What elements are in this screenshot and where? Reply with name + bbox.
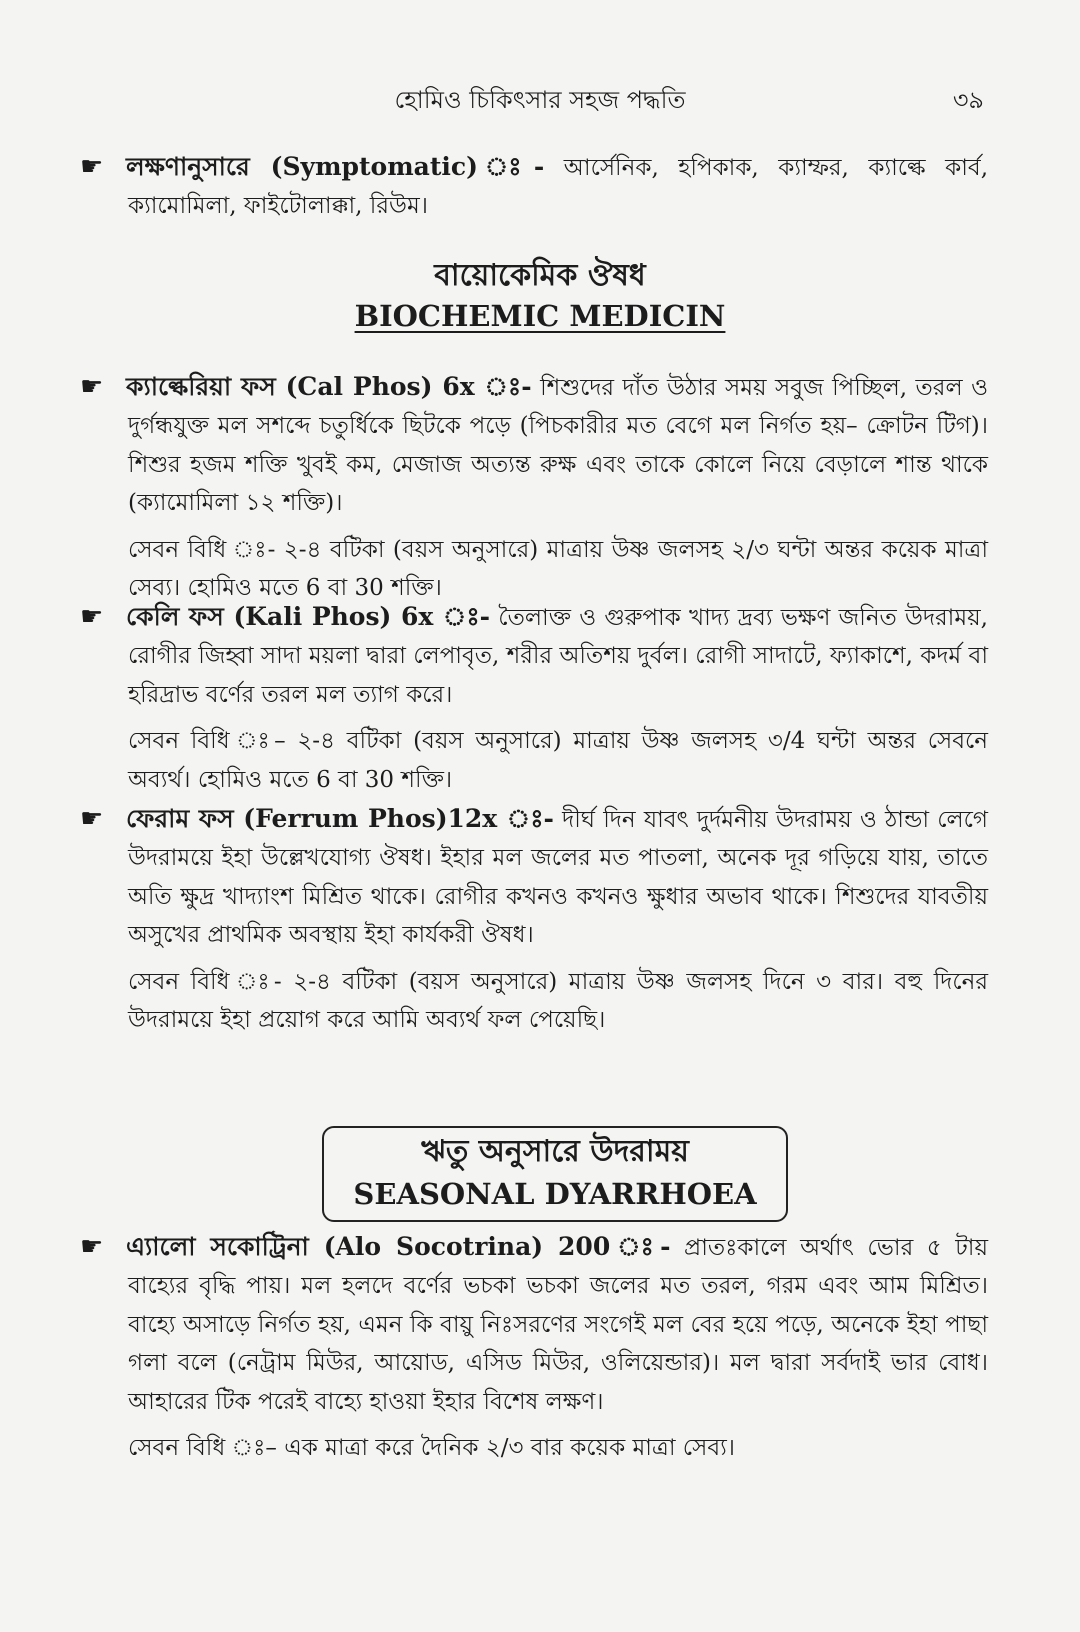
dosage-text: সেবন বিধি ঃ- ২-৪ বটিকা (বয়স অনুসারে) মাত্রায় উষ্ণ জলসহ দিনে ৩ বার। বহু দিনের উদরাময়ে ইহা প্রয়োগ করে আমি অব্যর্থ ফল পেয়েছি। [128, 968, 988, 1034]
pointing-hand-icon: ☛ [80, 372, 104, 402]
section-title-english: SEASONAL DYARRHOEA [353, 1177, 757, 1211]
pointing-hand-icon: ☛ [80, 1232, 104, 1262]
running-head: হোমিও চিকিৎসার সহজ পদ্ধতি [394, 86, 686, 114]
remedy-text: আর্সেনিক, হপিকাক, ক্যাম্ফর, ক্যাল্কে কার্ব, ক্যামোমিলা, ফাইটোলাক্কা, রিউম। [128, 155, 989, 220]
biochemic-heading [0, 256, 1080, 336]
remedy-title: ফেরাম ফস (Ferrum Phos)12x ঃ- [126, 804, 554, 833]
pointing-hand-icon: ☛ [80, 602, 104, 632]
remedy-title: এ্যালো সকোট্রিনা (Alo Socotrina) 200 ঃ- [126, 1232, 671, 1261]
symptomatic-entry [80, 148, 988, 226]
pointing-hand-icon: ☛ [80, 152, 104, 182]
remedy-text: তৈলাক্ত ও গুরুপাক খাদ্য দ্রব্য ভক্ষণ জনিত উদরাময়, রোগীর জিহ্বা সাদা ময়লা দ্বারা লেপাবৃত, শরীর অতিশয় দুর্বল। রোগী সাদাটে, ফ্যাকাশে, কদর্ম বা হরিদ্রাভ বর্ণের তরল মল ত্যাগ করে। [128, 605, 988, 708]
dosage-text: সেবন বিধি ঃ- ২-৪ বটিকা (বয়স অনুসারে) মাত্রায় উষ্ণ জলসহ ২/৩ ঘন্টা অন্তর কয়েক মাত্রা সেব্য। হোমিও মতে 6 বা 30 শক্তি। [128, 536, 988, 602]
section-title-english: BIOCHEMIC MEDICIN [354, 299, 726, 333]
kali-phos-entry [80, 598, 988, 799]
remedy-title: কেলি ফস (Kali Phos) 6x ঃ- [126, 602, 491, 631]
remedy-title: লক্ষণানুসারে (Symptomatic) ঃ- [126, 152, 545, 181]
alo-socotrina-entry [80, 1228, 988, 1467]
dosage-text: সেবন বিধি ঃ– এক মাত্রা করে দৈনিক ২/৩ বার কয়েক মাত্রা সেব্য। [128, 1435, 736, 1462]
pointing-hand-icon: ☛ [80, 804, 104, 834]
section-title-bengali: বায়োকেমিক ঔষধ [434, 258, 646, 293]
dosage-text: সেবন বিধি ঃ– ২-৪ বটিকা (বয়স অনুসারে) মাত্রায় উষ্ণ জলসহ ৩/4 ঘন্টা অন্তর সেবনে অব্যর্থ। হোমিও মতে 6 বা 30 শক্তি। [128, 728, 988, 793]
remedy-title: ক্যাল্কেরিয়া ফস (Cal Phos) 6x ঃ- [126, 372, 532, 401]
ferrum-phos-entry [80, 800, 988, 1039]
seasonal-heading-box [322, 1126, 788, 1222]
remedy-text: প্রাতঃকালে অর্থাৎ ভোর ৫ টায় বাহ্যের বৃদ্ধি পায়। মল হলদে বর্ণের ভচকা ভচকা জলের মত তরল, গরম এবং আম মিশ্রিত। বাহ্যে অসাড়ে নির্গত হয়, এমন কি বায়ু নিঃসরণের সংগেই মল বের হয়ে পড়ে, অনেকে ইহা পাছা গলা বলে (নেট্রাম মিউর, আয়োড, এসিড মিউর, ওলিয়েন্ডার)। মল দ্বারা সর্বদাই ভার বোধ। আহারের টিক পরেই বাহ্যে হাওয়া ইহার বিশেষ লক্ষণ। [128, 1235, 988, 1415]
section-title-bengali: ঋতু অনুসারে উদরাময় [421, 1134, 689, 1169]
page-number: ৩৯ [952, 86, 984, 114]
remedy-text: শিশুদের দাঁত উঠার সময় সবুজ পিচ্ছিল, তরল ও দুর্গন্ধযুক্ত মল সশব্দে চতুর্ধিকে ছিটকে পড়ে (পিচকারীর মত বেগে মল নির্গত হয়– ক্রোটন টিগ)। শিশুর হজম শক্তি খুবই কম, মেজাজ অত্যন্ত রুক্ষ এবং তাকে কোলে নিয়ে বেড়ালে শান্ত থাকে (ক্যামোমিলা ১২ শক্তি)। [128, 375, 988, 517]
cal-phos-entry [80, 368, 988, 607]
remedy-text: দীর্ঘ দিন যাবৎ দুর্দমনীয় উদরাময় ও ঠান্ডা লেগে উদরাময়ে ইহা উল্লেখযোগ্য ঔষধ। ইহার মল জলের মত পাতলা, অনেক দূর গড়িয়ে যায়, তাতে অতি ক্ষুদ্র খাদ্যাংশ মিশ্রিত থাকে। রোগীর কখনও কখনও ক্ষুধার অভাব থাকে। শিশুদের যাবতীয় অসুখের প্রাথমিক অবস্থায় ইহা কার্যকরী ঔষধ। [128, 807, 988, 949]
